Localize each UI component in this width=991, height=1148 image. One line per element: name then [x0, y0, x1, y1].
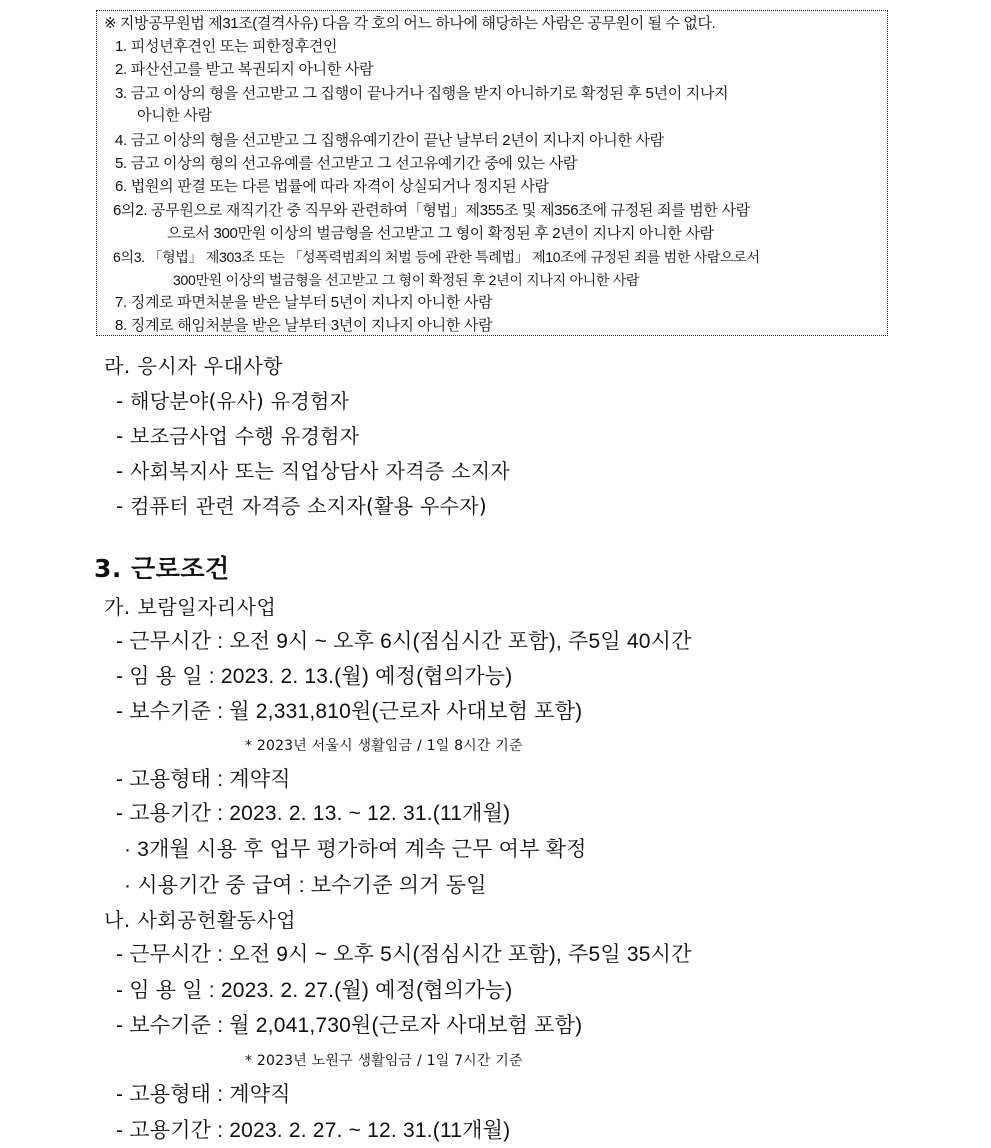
- preferences-heading: 라. 응시자 우대사항: [104, 354, 284, 378]
- item-text: 징계로 파면처분을 받은 날부터 5년이 지나지 아니한 사람: [130, 294, 493, 311]
- program-a-pay-note: * 2023년 서울시 생활임금 / 1일 8시간 기준: [245, 738, 523, 754]
- program-a-period: - 고용기간 : 2023. 2. 13. ~ 12. 31.(11개월): [116, 802, 511, 825]
- box-item-1: [115, 37, 337, 57]
- box-item-6-3-cont: 300만원 이상의 벌금형을 선고받고 그 형이 확정된 후 2년이 지나지 아니한 사람: [173, 272, 640, 288]
- program-b-period: - 고용기간 : 2023. 2. 27. ~ 12. 31.(11개월): [116, 1119, 511, 1142]
- preference-item: - 해당분야(유사) 유경험자: [116, 389, 350, 413]
- box-item-6-2-cont: 으로서 300만원 이상의 벌금형을 선고받고 그 형이 확정된 후 2년이 지나지 아니한 사람: [167, 225, 714, 242]
- item-text: 금고 이상의 형을 선고받고 그 집행이 끝나거나 집행을 받지 아니하기로 확정된 후 5년이 지나지: [130, 85, 729, 102]
- preference-item: - 컴퓨터 관련 자격증 소지자(활용 우수자): [116, 494, 487, 518]
- preference-item: - 보조금사업 수행 유경험자: [116, 424, 360, 448]
- box-item-7: [115, 293, 492, 313]
- program-b-pay-note: * 2023년 노원구 생활임금 / 1일 7시간 기준: [245, 1053, 523, 1069]
- program-a-hours: - 근무시간 : 오전 9시 ~ 오후 6시(점심시간 포함), 주5일 40시간: [116, 630, 692, 653]
- box-item-6-3: [113, 247, 760, 267]
- disqualification-box: [96, 10, 888, 336]
- program-a-type: - 고용형태 : 계약직: [116, 768, 291, 791]
- program-b-heading: 나. 사회공헌활동사업: [104, 908, 297, 932]
- box-item-8: [115, 316, 492, 336]
- box-item-4: [115, 131, 664, 151]
- box-item-6: [115, 177, 549, 197]
- item-text: 「형법」 제303조 또는 「성폭력범죄의 처벌 등에 관한 특례법」 제10조에 규정된 죄를 범한 사람으로서: [148, 249, 760, 265]
- item-text: 피성년후견인 또는 피한정후견인: [130, 38, 338, 55]
- item-text: 공무원으로 재직기간 중 직무와 관련하여「형법」제355조 및 제356조에 규정된 죄를 범한 사람: [151, 202, 750, 219]
- item-number: 6.: [115, 178, 127, 195]
- program-a-pay: - 보수기준 : 월 2,331,810원(근로자 사대보험 포함): [116, 700, 583, 723]
- box-item-3: [115, 84, 728, 104]
- program-b-pay: - 보수기준 : 월 2,041,730원(근로자 사대보험 포함): [116, 1014, 583, 1037]
- item-number: 2.: [115, 61, 127, 78]
- box-item-6-2: [113, 201, 750, 221]
- item-text: 금고 이상의 형의 선고유예를 선고받고 그 선고유예기간 중에 있는 사람: [130, 155, 578, 172]
- preference-item: - 사회복지사 또는 직업상담사 자격증 소지자: [116, 459, 510, 483]
- box-item-2: [115, 60, 373, 80]
- item-text: 징계로 해임처분을 받은 날부터 3년이 지나지 아니한 사람: [130, 317, 493, 334]
- item-number: 3.: [115, 85, 127, 102]
- working-conditions-heading: 3. 근로조건: [94, 554, 230, 583]
- item-number: 5.: [115, 155, 127, 172]
- item-number: 7.: [115, 294, 127, 311]
- box-title: ※ 지방공무원법 제31조(결격사유) 다음 각 호의 어느 하나에 해당하는 사람은 공무원이 될 수 없다.: [104, 15, 716, 32]
- item-number: 1.: [115, 38, 127, 55]
- item-number: 8.: [115, 317, 127, 334]
- program-a-probation-1: · 3개월 시용 후 업무 평가하여 계속 근무 여부 확정: [124, 838, 587, 861]
- box-item-3-cont: 아니한 사람: [137, 107, 212, 124]
- item-text: 파산선고를 받고 복권되지 아니한 사람: [130, 61, 374, 78]
- box-item-5: [115, 154, 577, 174]
- item-number: 6의2.: [113, 202, 148, 219]
- item-number: 6의3.: [113, 249, 145, 265]
- program-b-start-date: - 임 용 일 : 2023. 2. 27.(월) 예정(협의가능): [116, 979, 513, 1002]
- program-a-heading: 가. 보람일자리사업: [104, 595, 277, 619]
- item-text: 금고 이상의 형을 선고받고 그 집행유예기간이 끝난 날부터 2년이 지나지 아니한 사람: [130, 132, 664, 149]
- program-a-start-date: - 임 용 일 : 2023. 2. 13.(월) 예정(협의가능): [116, 665, 513, 688]
- program-b-hours: - 근무시간 : 오전 9시 ~ 오후 5시(점심시간 포함), 주5일 35시간: [116, 943, 692, 966]
- item-number: 4.: [115, 132, 127, 149]
- program-b-type: - 고용형태 : 계약직: [116, 1083, 291, 1106]
- program-a-probation-2: · 시용기간 중 급여 : 보수기준 의거 동일: [124, 874, 487, 897]
- item-text: 법원의 판결 또는 다른 법률에 따라 자격이 상실되거나 정지된 사람: [130, 178, 549, 195]
